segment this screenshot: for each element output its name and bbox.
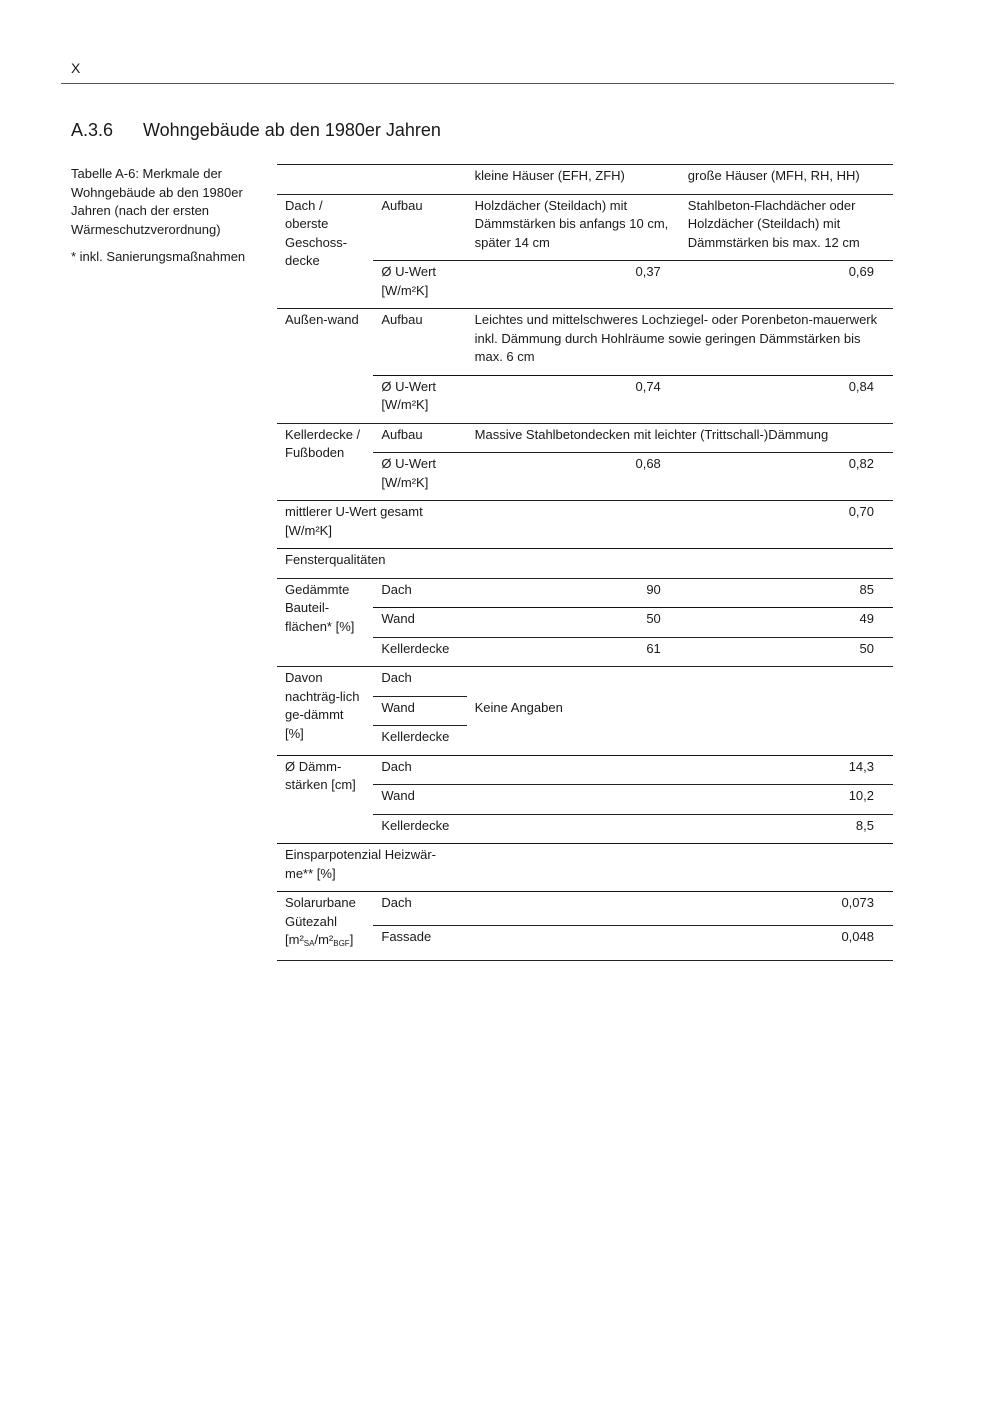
- row-label: Wand: [373, 608, 466, 638]
- cell-value: 50: [467, 608, 680, 638]
- header-large-houses: große Häuser (MFH, RH, HH): [680, 165, 893, 195]
- cell-value: 50: [680, 637, 893, 667]
- row-label: Kellerdecke: [373, 726, 466, 756]
- row-label: Aufbau: [373, 309, 466, 376]
- solar-label-end: ]: [349, 932, 354, 947]
- table-header-row: [277, 165, 893, 195]
- table-row: [277, 844, 893, 892]
- cell-value: 85: [680, 578, 893, 608]
- cell-value: 0,70: [680, 501, 893, 549]
- row-label: Dach: [373, 755, 466, 785]
- row-label: Kellerdecke: [373, 814, 466, 844]
- solar-label-mid: /m²: [314, 932, 334, 947]
- cell-value: 0,68: [467, 453, 680, 501]
- cell-value: 10,2: [680, 785, 893, 815]
- row-label: Aufbau: [373, 423, 466, 453]
- table-row: [277, 892, 893, 926]
- table-row: [277, 423, 893, 453]
- row-label: mittlerer U-Wert gesamt [W/m²K]: [277, 501, 467, 549]
- table-row: [277, 194, 893, 261]
- header-small-houses: kleine Häuser (EFH, ZFH): [467, 165, 680, 195]
- row-label: Wand: [373, 785, 466, 815]
- section-number: A.3.6: [71, 120, 114, 140]
- solar-label-main: Solarurbane Gütezahl [m²: [285, 895, 356, 947]
- row-label: Kellerdecke: [373, 637, 466, 667]
- table-row: [277, 501, 893, 549]
- table-caption: [71, 165, 261, 276]
- header-rule: [61, 83, 894, 84]
- row-group-label: Davon nachträg-lich ge-dämmt [%]: [277, 667, 373, 756]
- cell-value: 0,69: [680, 261, 893, 309]
- row-label: Dach: [373, 667, 466, 697]
- caption-text: Tabelle A-6: Merkmale der Wohngebäude ab den 1980er Jahren (nach der ersten Wärmeschutzverordnung): [71, 166, 243, 237]
- row-label: Fensterqualitäten: [277, 549, 467, 579]
- row-group-label: Gedämmte Bauteil-flächen* [%]: [277, 578, 373, 667]
- cell-value: 0,74: [467, 375, 680, 423]
- table-row: [277, 755, 893, 785]
- cell-value: 0,84: [680, 375, 893, 423]
- row-label: Fassade: [373, 926, 466, 960]
- row-label: Einsparpotenzial Heizwär-me** [%]: [277, 844, 467, 892]
- row-group-label: Außen-wand: [277, 309, 373, 424]
- row-label: Wand: [373, 696, 466, 726]
- cell-value: 90: [467, 578, 680, 608]
- solar-sub-sa: SA: [303, 939, 315, 948]
- row-label: Ø U-Wert [W/m²K]: [373, 375, 466, 423]
- solar-sub-bgf: BGF: [333, 939, 350, 948]
- table-row: [277, 667, 893, 697]
- cell-value: 8,5: [680, 814, 893, 844]
- row-label: Dach: [373, 892, 466, 926]
- table-row: [277, 549, 893, 579]
- table-row: [277, 309, 893, 376]
- row-group-label: Kellerdecke / Fußboden: [277, 423, 373, 501]
- row-group-label: Ø Dämm-stärken [cm]: [277, 755, 373, 844]
- cell-value: 61: [467, 637, 680, 667]
- row-label: Ø U-Wert [W/m²K]: [373, 261, 466, 309]
- cell-value: 0,82: [680, 453, 893, 501]
- cell-text: Stahlbeton-Flachdächer oder Holzdächer (Steildach) mit Dämmstärken bis max. 12 cm: [680, 194, 893, 261]
- cell-text: Leichtes und mittelschweres Lochziegel- oder Porenbeton-mauerwerk inkl. Dämmung durch Hohlräume sowie geringen Dämmstärken bis max. 6 cm: [467, 309, 893, 376]
- cell-text: Keine Angaben: [467, 667, 893, 756]
- section-title: Wohngebäude ab den 1980er Jahren: [143, 120, 441, 140]
- page-header: X: [71, 60, 81, 76]
- table-row: [277, 578, 893, 608]
- characteristics-table: [277, 164, 893, 961]
- cell-text: Massive Stahlbetondecken mit leichter (Trittschall-)Dämmung: [467, 423, 893, 453]
- cell-value: 0,073: [680, 892, 893, 926]
- cell-value: 14,3: [680, 755, 893, 785]
- cell-value: 0,048: [680, 926, 893, 960]
- row-group-label: Dach / oberste Geschoss-decke: [277, 194, 373, 309]
- row-label: Dach: [373, 578, 466, 608]
- row-label: Ø U-Wert [W/m²K]: [373, 453, 466, 501]
- cell-value: 49: [680, 608, 893, 638]
- cell-value: 0,37: [467, 261, 680, 309]
- row-label: Aufbau: [373, 194, 466, 261]
- caption-note: * inkl. Sanierungsmaßnahmen: [71, 249, 246, 264]
- row-group-label: [277, 892, 373, 961]
- cell-text: Holzdächer (Steildach) mit Dämmstärken bis anfangs 10 cm, später 14 cm: [467, 194, 680, 261]
- section-heading: [71, 120, 441, 141]
